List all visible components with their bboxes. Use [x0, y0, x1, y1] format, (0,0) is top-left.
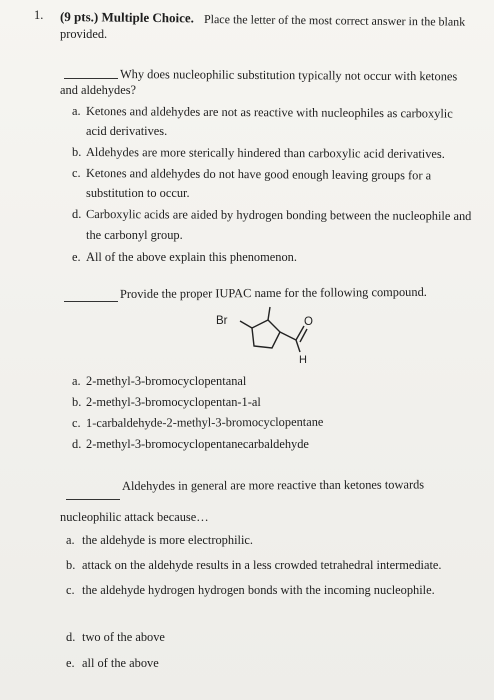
- option-text: Aldehydes are more sterically hindered than carboxylic acid derivatives.: [85, 145, 445, 161]
- option-letter: d.: [72, 207, 82, 221]
- question-2-prompt: Provide the proper IUPAC name for the following compound.: [119, 284, 427, 301]
- bromocyclopentane-aldehyde-structure: [210, 306, 330, 370]
- bromine-bond: [240, 321, 252, 328]
- option-letter: a.: [72, 374, 81, 388]
- option-text: Ketones and aldehydes do not have good enough leaving groups for a: [85, 166, 432, 183]
- cyclopentane-ring: [252, 320, 280, 348]
- points-label: (9 pts.) Multiple Choice.: [59, 9, 195, 26]
- option-text: 1-carbaldehyde-2-methyl-3-bromocyclopentane: [85, 414, 324, 430]
- option-text: Carboxylic acids are aided by hydrogen bonding between the nucleophile and: [85, 207, 472, 224]
- option-letter: c.: [66, 583, 75, 597]
- answer-blank-2[interactable]: [64, 301, 118, 302]
- option-text: two of the above: [82, 630, 165, 644]
- option-text: attack on the aldehyde results in a less crowded tetrahedral intermediate.: [82, 558, 442, 572]
- option-letter: e.: [72, 250, 81, 264]
- question-3-prompt-line-1: Aldehydes in general are more reactive than ketones towards: [121, 477, 425, 493]
- option-text: Ketones and aldehydes are not as reactive with nucleophiles as carboxylic: [85, 104, 453, 121]
- bromine-label: Br: [216, 315, 228, 327]
- question-3-prompt-line-2: nucleophilic attack because…: [60, 510, 209, 524]
- option-letter: a.: [72, 104, 81, 118]
- answer-blank-1[interactable]: [64, 78, 118, 79]
- hydrogen-label: H: [299, 354, 307, 366]
- option-letter: b.: [72, 145, 82, 159]
- option-text: all of the above: [82, 656, 159, 670]
- instructions-line-2: provided.: [60, 27, 108, 41]
- option-letter: b.: [72, 395, 82, 409]
- option-text: acid derivatives.: [86, 124, 168, 138]
- option-text: the aldehyde hydrogen hydrogen bonds with the incoming nucleophile.: [82, 583, 435, 597]
- instructions-line-1: Place the letter of the most correct answer in the blank: [203, 12, 466, 29]
- option-letter: e.: [66, 656, 75, 670]
- option-letter: d.: [66, 630, 76, 644]
- option-text: 2-methyl-3-bromocyclopentanal: [86, 374, 247, 388]
- aldehyde-bond: [280, 332, 296, 340]
- question-number: 1.: [34, 8, 44, 22]
- option-letter: c.: [72, 166, 81, 180]
- option-letter: d.: [72, 437, 82, 451]
- oxygen-label: O: [304, 316, 313, 328]
- option-letter: b.: [66, 558, 76, 572]
- option-letter: c.: [72, 416, 81, 430]
- answer-blank-3[interactable]: [66, 499, 120, 500]
- option-text: the aldehyde is more electrophilic.: [82, 533, 253, 547]
- option-letter: a.: [66, 533, 75, 547]
- option-text: the carbonyl group.: [86, 228, 183, 242]
- option-text: 2-methyl-3-bromocyclopentan-1-al: [86, 395, 261, 409]
- option-text: All of the above explain this phenomenon.: [86, 250, 297, 264]
- option-text: 2-methyl-3-bromocyclopentanecarbaldehyde: [86, 437, 309, 451]
- option-text: substitution to occur.: [86, 186, 190, 200]
- methyl-bond: [268, 307, 270, 320]
- question-1-prompt-line-1: Why does nucleophilic substitution typically not occur with ketones: [119, 67, 458, 84]
- question-1-prompt-line-2: and aldehydes?: [60, 83, 137, 97]
- aldehyde-h-bond: [296, 340, 300, 352]
